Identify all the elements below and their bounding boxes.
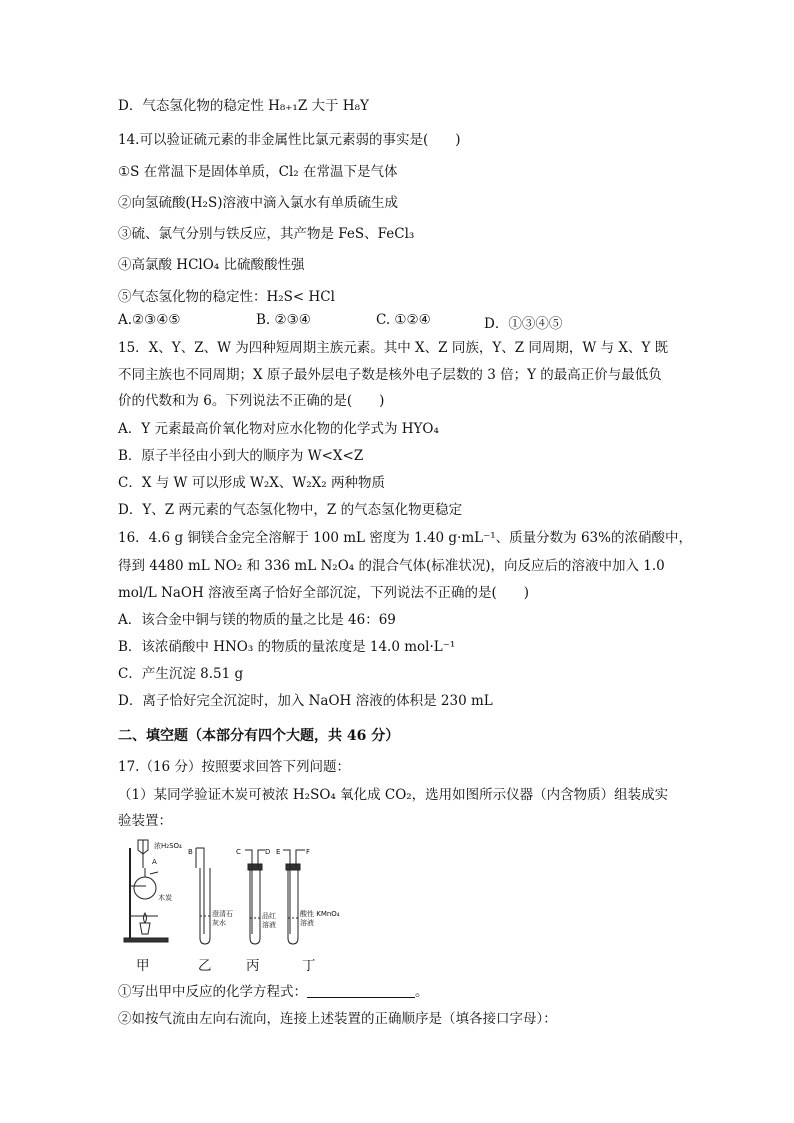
q14-fact-1: ①S 在常温下是固体单质，Cl₂ 在常温下是气体 [118,164,398,180]
caption-yi: 乙 [198,958,212,974]
q14-stem: 14.可以验证硫元素的非金属性比氯元素弱的事实是( ) [118,132,461,148]
q16-stem-3: mol/L NaOH 溶液至离子恰好全部沉淀，下列说法不正确的是( ) [118,585,530,601]
q16-stem-1: 16．4.6 g 铜镁合金完全溶解于 100 mL 密度为 1.40 g·mL⁻¹、质量分数为 63%的浓硝酸中， [118,530,692,546]
q14-option-b: B. ②③④ [256,312,311,328]
apparatus-diagram [118,838,378,973]
label-kmno4-2: 溶液 [300,919,314,927]
label-c: C [236,848,241,856]
label-d: D [265,848,271,856]
q15-option-c: C．X 与 W 可以形成 W₂X、W₂X₂ 两种物质 [118,475,385,491]
q16-option-d: D．离子恰好完全沉淀时，加入 NaOH 溶液的体积是 230 mL [118,693,493,709]
label-acid: 浓H₂SO₄ [154,842,182,850]
section-heading: 二、填空题（本部分有四个大题，共 46 分） [118,728,400,744]
label-b: B [188,848,193,856]
label-a: A [152,858,157,866]
label-f: F [306,848,311,856]
q14-fact-2: ②向氢硫酸(H₂S)溶液中滴入氯水有单质硫生成 [118,195,398,211]
alcohol-lamp [140,923,150,934]
answer-blank[interactable] [307,983,415,998]
q15-stem-2: 不同主族也不同周期；X 原子最外层电子数是核外电子层数的 3 倍；Y 的最高正价与最低负 [118,367,662,383]
q16-option-a: A．该合金中铜与镁的物质的量之比是 46：69 [118,612,396,628]
tube-c-pipe [245,850,252,934]
q17-sub1-text: ①写出甲中反应的化学方程式： [118,984,307,1000]
q15-option-a: A．Y 元素最高价氧化物对应水化物的化学式为 HYO₄ [118,421,439,437]
caption-jia: 甲 [136,958,150,974]
flask [134,877,156,899]
label-magenta-1: 品红 [262,912,276,920]
label-kmno4-1: 酸性 KMnO₄ [300,910,340,918]
q17-sub2: ②如按气流由左向右流向，连接上述装置的正确顺序是（填各接口字母）： [118,1011,557,1027]
tube-e-pipe [283,850,290,934]
q16-option-c: C．产生沉淀 8.51 g [118,666,244,682]
q17-sub1 [118,983,429,1001]
q14-fact-5: ⑤气态氢化物的稳定性：H₂S< HCl [118,289,335,305]
label-magenta-2: 溶液 [262,921,276,929]
q17-part1-2: 验装置： [118,813,172,829]
caption-ding: 丁 [302,958,316,974]
tube-yi [200,868,210,944]
label-limewater-1: 澄清石 [212,910,233,918]
q13-option-d: D．气态氢化物的稳定性 H₈₊₁Z 大于 H₈Y [118,98,369,114]
flame [144,913,147,923]
label-charcoal: 木炭 [158,894,172,902]
q16-stem-2: 得到 4480 mL NO₂ 和 336 mL N₂O₄ 的混合气体(标准状况)，向反应后的溶液中加入 1.0 [118,558,665,574]
q14-options [118,312,588,330]
q17-sub1-end: 。 [415,984,429,1000]
stand-base [124,938,168,942]
outlet-tube [150,872,158,874]
q14-option-a: A.②③④⑤ [118,312,181,328]
q15-stem-1: 15．X、Y、Z、W 为四种短周期主族元素。其中 X、Z 同族，Y、Z 同周期，W 与 X、Y 既 [118,340,669,356]
label-e: E [276,848,281,856]
q14-fact-4: ④高氯酸 HClO₄ 比硫酸酸性强 [118,257,305,273]
q17-stem: 17.（16 分）按照要求回答下列问题： [118,759,350,775]
apparatus-figure [118,838,378,973]
q14-fact-3: ③硫、氯气分别与铁反应，其产物是 FeS、FeCl₃ [118,226,415,242]
q15-option-b: B．原子半径由小到大的顺序为 W<X<Z [118,448,364,464]
q17-part1-1: （1）某同学验证木炭可被浓 H₂SO₄ 氧化成 CO₂，选用如图所示仪器（内含物质）组装成实 [118,787,669,803]
q15-option-d: D．Y、Z 两元素的气态氢化物中，Z 的气态氢化物更稳定 [118,502,463,518]
q15-stem-3: 价的代数和为 6。下列说法不正确的是( ) [118,393,385,409]
q14-option-d: D．①③④⑤ [484,316,563,332]
q14-option-c: C. ①②④ [376,312,431,328]
label-limewater-2: 灰水 [212,919,226,927]
q16-option-b: B．该浓硝酸中 HNO₃ 的物质的量浓度是 14.0 mol·L⁻¹ [118,639,456,655]
caption-bing: 丙 [246,958,260,974]
